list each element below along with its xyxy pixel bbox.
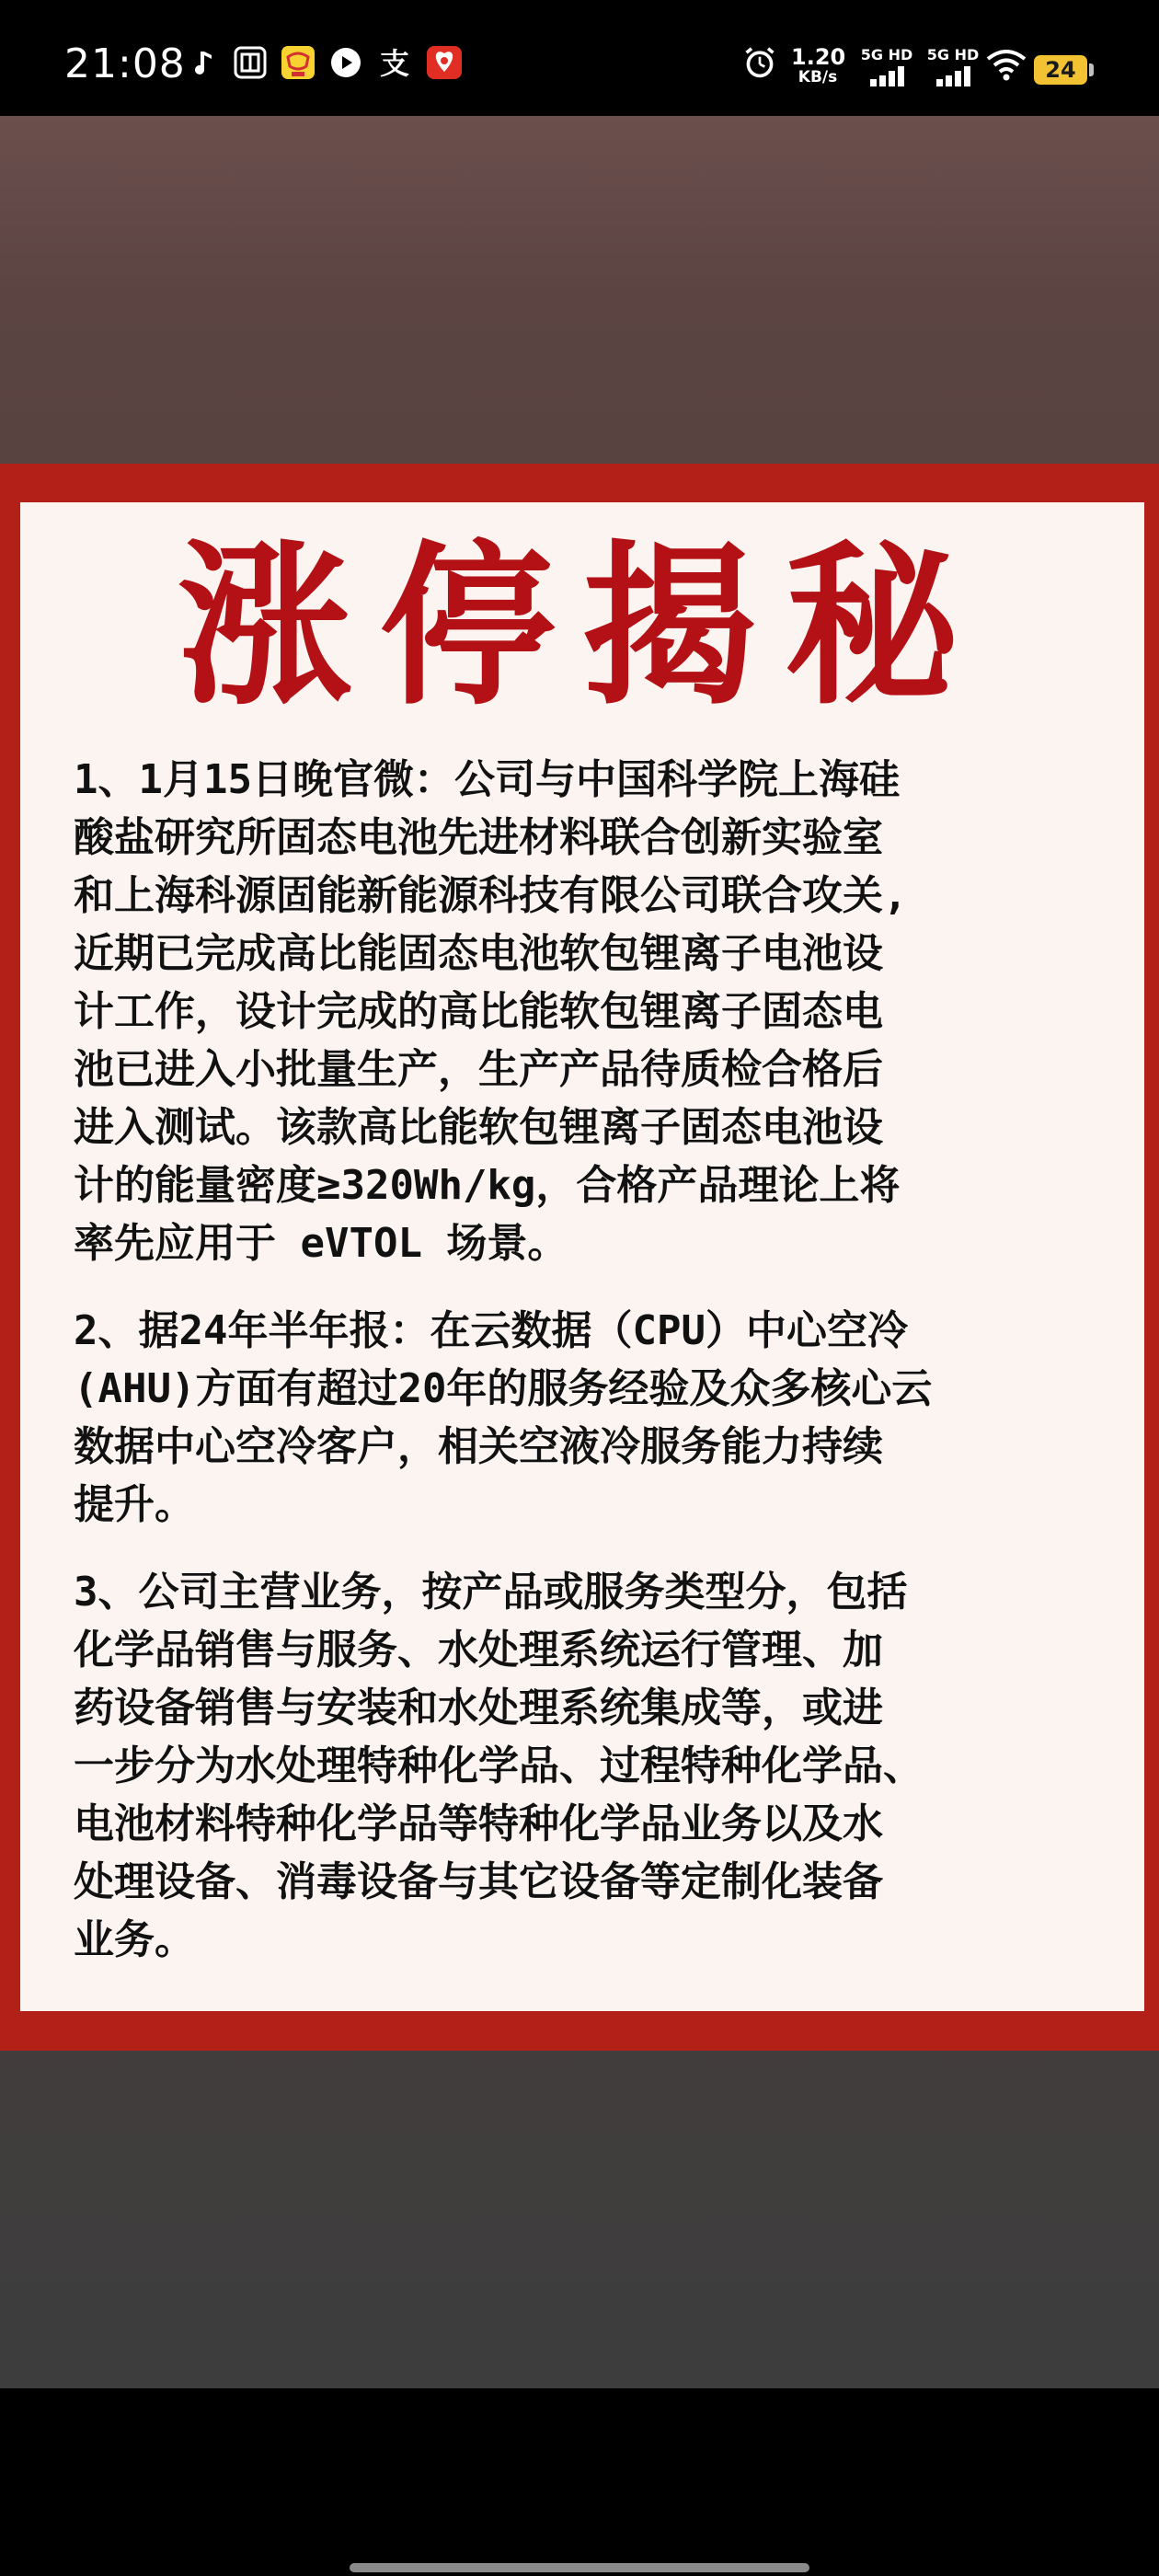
wifi-icon xyxy=(986,50,1027,81)
text-line: 处理设备、消毒设备与其它设备等定制化装备 xyxy=(74,1858,883,1905)
meituan-app-icon xyxy=(281,46,315,79)
paragraph-1 xyxy=(74,751,1104,1272)
network-speed xyxy=(791,46,844,86)
battery-level: 24 xyxy=(1045,57,1076,83)
status-bar xyxy=(0,0,1159,116)
text-line: 率先应用于 eVTOL 场景。 xyxy=(74,1220,568,1267)
pinduoduo-icon xyxy=(427,46,462,79)
text-line: 电池材料特种化学品等特种化学品业务以及水 xyxy=(74,1800,883,1847)
alipay-icon xyxy=(377,46,412,79)
music-note-icon xyxy=(193,46,215,79)
text-line: 业务。 xyxy=(74,1916,195,1963)
text-line: 2、据24年半年报：在云数据（CPU）中心空冷 xyxy=(74,1307,908,1354)
signal-bars-icon xyxy=(936,66,973,86)
signal-bars-icon xyxy=(870,66,907,86)
battery-nub xyxy=(1089,63,1094,76)
poster-title: 涨停揭秘 xyxy=(177,523,987,729)
network-speed-unit: KB/s xyxy=(798,68,838,86)
text-line: 和上海科源固能新能源科技有限公司联合攻关, xyxy=(74,872,908,919)
messenger-bubble-icon xyxy=(329,46,362,79)
poster-image[interactable] xyxy=(0,464,1159,2051)
poster-panel xyxy=(20,502,1144,2011)
svg-text:支: 支 xyxy=(379,46,410,79)
text-line: 化学品销售与服务、水处理系统运行管理、加 xyxy=(74,1627,883,1673)
paragraph-3 xyxy=(74,1563,1104,1969)
text-line: 进入测试。该款高比能软包锂离子固态电池设 xyxy=(74,1104,883,1151)
status-time: 21:08 xyxy=(64,40,186,87)
network-speed-value: 1.20 xyxy=(791,44,846,70)
text-line: 一步分为水处理特种化学品、过程特种化学品、 xyxy=(74,1742,924,1789)
text-line: 酸盐研究所固态电池先进材料联合创新实验室 xyxy=(74,814,883,861)
battery-indicator xyxy=(1034,55,1087,85)
image-viewer[interactable] xyxy=(0,116,1159,2388)
alarm-icon xyxy=(741,46,778,79)
text-line: 药设备销售与安装和水处理系统集成等，或进 xyxy=(74,1685,883,1731)
text-line: 提升。 xyxy=(74,1481,195,1528)
signal-1-label: 5G HD xyxy=(860,46,913,63)
text-line: 1、1月15日晚官微：公司与中国科学院上海硅 xyxy=(74,756,900,803)
cell-signal-1 xyxy=(850,46,924,86)
text-line: 数据中心空冷客户，相关空液冷服务能力持续 xyxy=(74,1423,883,1470)
cell-signal-2 xyxy=(916,46,990,86)
navigation-bar xyxy=(0,2388,1159,2576)
text-line: 池已进入小批量生产，生产产品待质检合格后 xyxy=(74,1046,883,1093)
text-line: 计的能量密度≥320Wh/kg，合格产品理论上将 xyxy=(74,1162,901,1209)
text-line: 近期已完成高比能固态电池软包锂离子电池设 xyxy=(74,930,883,977)
text-line: 3、公司主营业务，按产品或服务类型分，包括 xyxy=(74,1569,908,1616)
text-line: (AHU)方面有超过20年的服务经验及众多核心云 xyxy=(74,1365,933,1412)
signal-2-label: 5G HD xyxy=(926,46,980,63)
home-indicator[interactable] xyxy=(350,2563,809,2572)
meituan-tuan-icon xyxy=(234,46,267,79)
text-line: 计工作，设计完成的高比能软包锂离子固态电 xyxy=(74,988,883,1035)
paragraph-2 xyxy=(74,1302,1104,1534)
poster-body xyxy=(74,751,1104,1998)
